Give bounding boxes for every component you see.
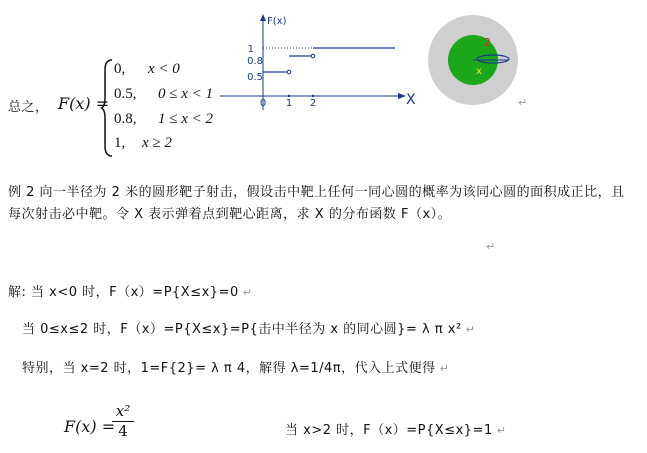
solution-case-1: 解: 当 x<0 时，F（x）=P{X≤x}=0 ↵ <box>8 285 253 300</box>
summary-prefix: 总之， <box>8 100 49 115</box>
case-row: 0.8, 1 ≤ x < 2 <box>114 111 214 127</box>
x-tick-2: 2 <box>309 98 317 109</box>
paragraph-mark: ↵ <box>486 240 496 253</box>
y-tick-0-8: 0.8 <box>247 56 263 67</box>
example-line-1: 例 2 向一半径为 2 米的圆形靶子射击，假设击中靶上任何一同心圆的概率为该同心圆的面积成正比，且 <box>8 185 625 200</box>
formula-lhs: F(x) = <box>64 417 116 436</box>
target-figure <box>420 10 530 110</box>
x-axis-arrow <box>398 93 406 99</box>
x-tick-0: 0 <box>259 98 267 109</box>
formula-fraction <box>112 402 134 440</box>
y-tick-1: 1 <box>247 44 254 55</box>
solution-special: 特别，当 x=2 时，1=F{2}= λ π 4，解得 λ=1/4π，代入上式便得 ↵ <box>22 361 450 376</box>
summary-lhs: F(x) = <box>58 94 110 113</box>
case-row: 0, x < 0 <box>114 61 180 77</box>
radius-label: 2 <box>484 36 491 49</box>
solution-case-3: 当 x>2 时，F（x）=P{X≤x}=1 ↵ <box>285 423 507 438</box>
step-0-8-open <box>311 54 315 58</box>
y-tick-0-5: 0.5 <box>247 72 263 83</box>
summary-brace <box>100 58 114 158</box>
formula-denominator: 4 <box>118 422 128 440</box>
x-tick-1: 1 <box>285 98 293 109</box>
formula-numerator: x² <box>115 402 131 420</box>
case-row: 0.5, 0 ≤ x < 1 <box>114 86 214 102</box>
cdf-step-graph <box>220 10 420 115</box>
paragraph-mark: ↵ <box>518 96 528 109</box>
y-axis-arrow <box>260 14 266 21</box>
case-row: 1, x ≥ 2 <box>114 135 172 151</box>
x-axis-label: X <box>406 92 416 108</box>
example-line-2: 每次射击必中靶。令 X 表示弹着点到靶心距离，求 X 的分布函数 F（x）。 <box>8 207 452 222</box>
x-label: x <box>476 66 482 77</box>
step-0-5-open <box>287 70 291 74</box>
y-axis-label: F(x) <box>267 16 287 27</box>
solution-case-2: 当 0≤x≤2 时，F（x）=P{X≤x}=P{击中半径为 x 的同心圆}= λ π x² ↵ <box>22 322 476 337</box>
